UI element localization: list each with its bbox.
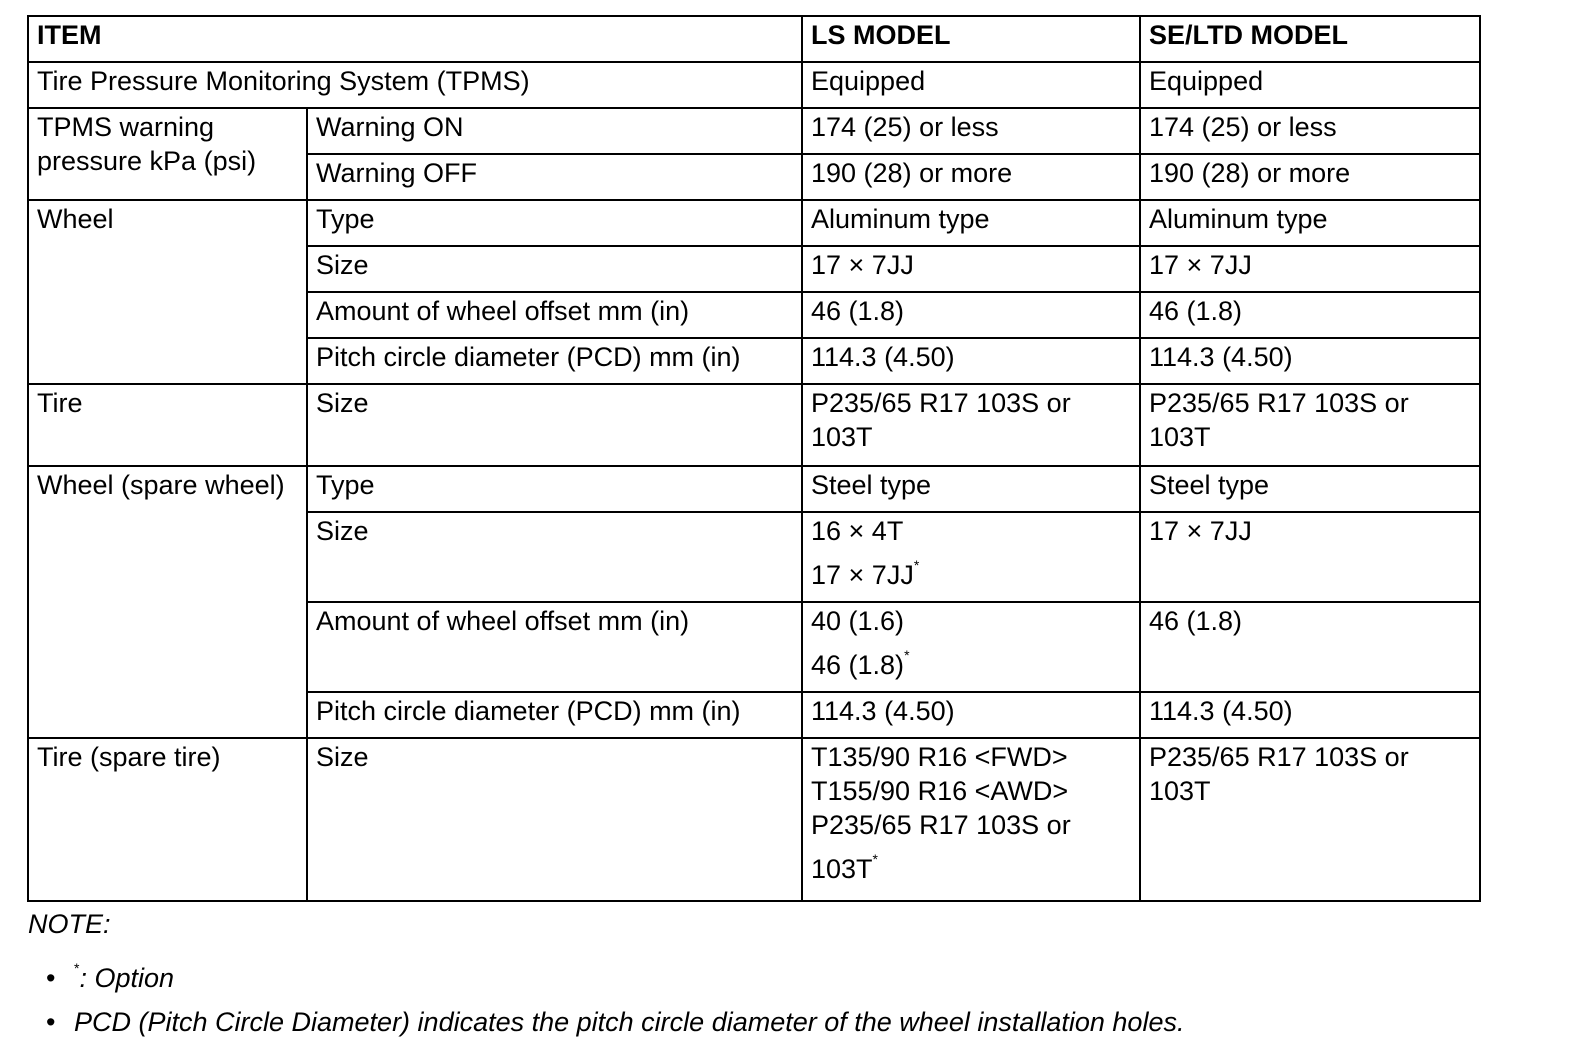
note-title: NOTE: bbox=[28, 909, 111, 939]
cell-se: 174 (25) or less bbox=[1140, 108, 1480, 154]
cell-line: T135/90 R16 <FWD> bbox=[811, 742, 1068, 772]
group-label: Tire (spare tire) bbox=[28, 738, 307, 901]
option-mark: * bbox=[913, 557, 920, 573]
cell-ls: 174 (25) or less bbox=[802, 108, 1140, 154]
group-label: Tire bbox=[28, 384, 307, 466]
table-row bbox=[28, 108, 1480, 154]
cell-line-text: 103T bbox=[811, 854, 873, 884]
sub-label: Size bbox=[307, 384, 802, 466]
sub-label: Type bbox=[307, 466, 802, 512]
sub-label: Type bbox=[307, 200, 802, 246]
bullet-icon: • bbox=[46, 1007, 56, 1037]
cell-se: 114.3 (4.50) bbox=[1140, 692, 1480, 738]
sub-label: Amount of wheel offset mm (in) bbox=[307, 602, 802, 692]
cell-se: 114.3 (4.50) bbox=[1140, 338, 1480, 384]
header-se-ltd-model: SE/LTD MODEL bbox=[1140, 16, 1480, 62]
row-label: Tire Pressure Monitoring System (TPMS) bbox=[28, 62, 802, 108]
cell-se: 17 × 7JJ bbox=[1140, 246, 1480, 292]
cell-ls: Equipped bbox=[802, 62, 1140, 108]
note-text: : Option bbox=[79, 963, 175, 993]
cell-line: P235/65 R17 103S or bbox=[811, 810, 1071, 840]
cell-se: 17 × 7JJ bbox=[1140, 512, 1480, 602]
header-item: ITEM bbox=[28, 16, 802, 62]
option-mark: * bbox=[74, 960, 80, 976]
cell-ls: 114.3 (4.50) bbox=[802, 692, 1140, 738]
note-list bbox=[28, 956, 1184, 1044]
specifications-table bbox=[27, 15, 1481, 902]
cell-ls: Aluminum type bbox=[802, 200, 1140, 246]
cell-ls: 114.3 (4.50) bbox=[802, 338, 1140, 384]
cell-line-option bbox=[811, 648, 1132, 682]
cell-ls: Steel type bbox=[802, 466, 1140, 512]
cell-se: 46 (1.8) bbox=[1140, 292, 1480, 338]
group-label: TPMS warning pressure kPa (psi) bbox=[28, 108, 307, 200]
sub-label: Amount of wheel offset mm (in) bbox=[307, 292, 802, 338]
cell-line: T155/90 R16 <AWD> bbox=[811, 776, 1069, 806]
group-label: Wheel (spare wheel) bbox=[28, 466, 307, 738]
sub-label: Warning OFF bbox=[307, 154, 802, 200]
cell-ls bbox=[802, 602, 1140, 692]
cell-line-text: 46 (1.8) bbox=[811, 650, 905, 680]
cell-se: Aluminum type bbox=[1140, 200, 1480, 246]
cell-ls bbox=[802, 512, 1140, 602]
option-mark: * bbox=[872, 851, 878, 867]
cell-line-option bbox=[811, 558, 1132, 592]
sub-label: Warning ON bbox=[307, 108, 802, 154]
table-row bbox=[28, 738, 1480, 901]
cell-ls: 46 (1.8) bbox=[802, 292, 1140, 338]
table-header-row bbox=[28, 16, 1480, 62]
table-row bbox=[28, 62, 1480, 108]
cell-se: 190 (28) or more bbox=[1140, 154, 1480, 200]
cell-line: 16 × 4T bbox=[811, 516, 904, 546]
cell-ls bbox=[802, 738, 1140, 901]
cell-se: P235/65 R17 103S or 103T bbox=[1140, 738, 1480, 901]
cell-ls: 17 × 7JJ bbox=[802, 246, 1140, 292]
cell-line-text: 17 × 7JJ bbox=[811, 560, 914, 590]
table-row bbox=[28, 384, 1480, 466]
cell-se: Equipped bbox=[1140, 62, 1480, 108]
cell-se: Steel type bbox=[1140, 466, 1480, 512]
cell-ls: P235/65 R17 103S or 103T bbox=[802, 384, 1140, 466]
group-label: Wheel bbox=[28, 200, 307, 384]
cell-ls: 190 (28) or more bbox=[802, 154, 1140, 200]
note-text: PCD (Pitch Circle Diameter) indicates the pitch circle diameter of the wheel installation holes. bbox=[74, 1007, 1185, 1037]
list-item bbox=[28, 1000, 1184, 1044]
table-row bbox=[28, 466, 1480, 512]
table-row bbox=[28, 200, 1480, 246]
cell-line: 40 (1.6) bbox=[811, 606, 905, 636]
sub-label: Size bbox=[307, 246, 802, 292]
sub-label: Size bbox=[307, 512, 802, 602]
option-mark: * bbox=[904, 647, 910, 663]
header-ls-model: LS MODEL bbox=[802, 16, 1140, 62]
cell-se: 46 (1.8) bbox=[1140, 602, 1480, 692]
sub-label: Pitch circle diameter (PCD) mm (in) bbox=[307, 692, 802, 738]
sub-label: Size bbox=[307, 738, 802, 901]
sub-label: Pitch circle diameter (PCD) mm (in) bbox=[307, 338, 802, 384]
cell-se: P235/65 R17 103S or 103T bbox=[1140, 384, 1480, 466]
cell-line-option bbox=[811, 852, 1132, 886]
bullet-icon: • bbox=[46, 963, 56, 993]
list-item bbox=[28, 956, 1184, 1000]
